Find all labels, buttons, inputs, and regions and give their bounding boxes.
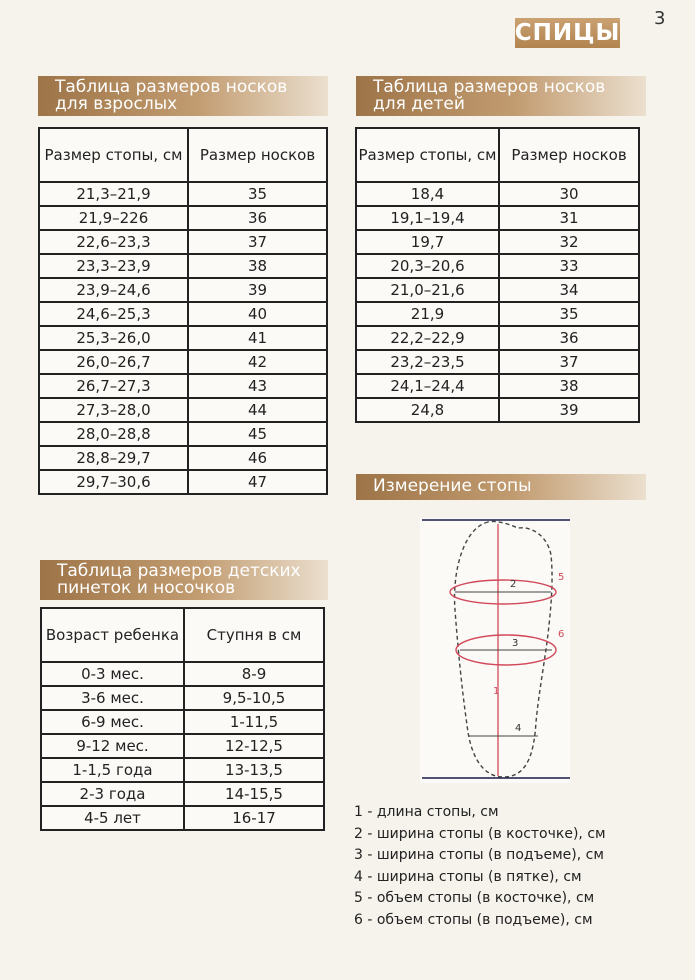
cell-foot: 25,3–26,0 [39, 326, 188, 350]
cell-foot: 9,5-10,5 [184, 686, 324, 710]
cell-age: 6-9 мес. [41, 710, 184, 734]
diagram-label-2: 2 [510, 579, 517, 590]
col-header-foot-length: Ступня в см [184, 608, 324, 662]
diagram-label-1: 1 [493, 686, 500, 697]
cell-sock: 43 [188, 374, 327, 398]
legend-item: 3 - ширина стопы (в подъеме), см [354, 847, 604, 863]
cell-sock: 39 [499, 398, 639, 422]
cell-foot: 19,1–19,4 [356, 206, 499, 230]
cell-sock: 32 [499, 230, 639, 254]
cell-foot: 18,4 [356, 182, 499, 206]
legend-item: 2 - ширина стопы (в косточке), см [354, 825, 606, 842]
cell-foot: 21,9 [356, 302, 499, 326]
cell-sock: 38 [499, 374, 639, 398]
cell-foot: 20,3–20,6 [356, 254, 499, 278]
cell-age: 9-12 мес. [41, 734, 184, 758]
booties-title-line1: Таблица размеров детских [57, 561, 301, 581]
diagram-label-4: 4 [515, 723, 522, 734]
col-header-sock-size: Размер носков [499, 128, 639, 182]
cell-foot: 27,3–28,0 [39, 398, 188, 422]
cell-sock: 30 [499, 182, 639, 206]
cell-foot: 14-15,5 [184, 782, 324, 806]
measurement-title: Измерение стопы [373, 476, 532, 496]
legend-item: 6 - объем стопы (в подъеме), см [354, 911, 593, 928]
cell-foot: 28,0–28,8 [39, 422, 188, 446]
cell-foot: 19,7 [356, 230, 499, 254]
diagram-label-5: 5 [558, 572, 565, 583]
cell-sock: 40 [188, 302, 327, 326]
cell-age: 0-3 мес. [41, 662, 184, 686]
cell-sock: 33 [499, 254, 639, 278]
cell-foot: 26,0–26,7 [39, 350, 188, 374]
cell-foot: 28,8–29,7 [39, 446, 188, 470]
cell-age: 1-1,5 года [41, 758, 184, 782]
cell-foot: 1-11,5 [184, 710, 324, 734]
cell-sock: 38 [188, 254, 327, 278]
cell-sock: 34 [499, 278, 639, 302]
page-number: 3 [654, 8, 666, 29]
cell-foot: 16-17 [184, 806, 324, 830]
section-tab: СПИЦЫ [514, 20, 621, 46]
cell-foot: 21,9–226 [39, 206, 188, 230]
cell-foot: 23,2–23,5 [356, 350, 499, 374]
diagram-label-3: 3 [512, 638, 519, 649]
cell-sock: 36 [499, 326, 639, 350]
cell-foot: 24,1–24,4 [356, 374, 499, 398]
legend-item: 5 - объем стопы (в косточке), см [354, 890, 595, 906]
cell-foot: 23,3–23,9 [39, 254, 188, 278]
cell-sock: 39 [188, 278, 327, 302]
cell-foot: 21,0–21,6 [356, 278, 499, 302]
cell-sock: 45 [188, 422, 327, 446]
adult-socks-title-line1: Таблица размеров носков [55, 77, 288, 97]
cell-foot: 22,2–22,9 [356, 326, 499, 350]
col-header-foot-size: Размер стопы, см [39, 128, 188, 182]
cell-sock: 37 [499, 350, 639, 374]
cell-age: 4-5 лет [41, 806, 184, 830]
cell-sock: 35 [188, 182, 327, 206]
cell-age: 3-6 мес. [41, 686, 184, 710]
cell-foot: 13-13,5 [184, 758, 324, 782]
col-header-age: Возраст ребенка [41, 608, 184, 662]
cell-sock: 36 [188, 206, 327, 230]
cell-sock: 46 [188, 446, 327, 470]
booties-title-line2: пинеток и носочков [57, 578, 236, 598]
cell-sock: 44 [188, 398, 327, 422]
cell-foot: 24,8 [356, 398, 499, 422]
cell-sock: 31 [499, 206, 639, 230]
cell-sock: 47 [188, 470, 327, 494]
cell-sock: 37 [188, 230, 327, 254]
col-header-foot-size: Размер стопы, см [356, 128, 499, 182]
col-header-sock-size: Размер носков [188, 128, 327, 182]
cell-foot: 24,6–25,3 [39, 302, 188, 326]
cell-sock: 41 [188, 326, 327, 350]
cell-foot: 23,9–24,6 [39, 278, 188, 302]
cell-foot: 21,3–21,9 [39, 182, 188, 206]
measurement-legend [354, 802, 606, 931]
cell-foot: 26,7–27,3 [39, 374, 188, 398]
cell-foot: 29,7–30,6 [39, 470, 188, 494]
kids-socks-title-line1: Таблица размеров носков [373, 77, 606, 97]
legend-item: 4 - ширина стопы (в пятке), см [354, 868, 582, 885]
cell-foot: 22,6–23,3 [39, 230, 188, 254]
diagram-label-6: 6 [558, 629, 565, 640]
cell-foot: 8-9 [184, 662, 324, 686]
cell-foot: 12-12,5 [184, 734, 324, 758]
kids-socks-title-line2: для детей [373, 94, 465, 114]
cell-age: 2-3 года [41, 782, 184, 806]
legend-item: 1 - длина стопы, см [354, 804, 499, 820]
adult-socks-title-line2: для взрослых [55, 94, 178, 114]
cell-sock: 35 [499, 302, 639, 326]
cell-sock: 42 [188, 350, 327, 374]
